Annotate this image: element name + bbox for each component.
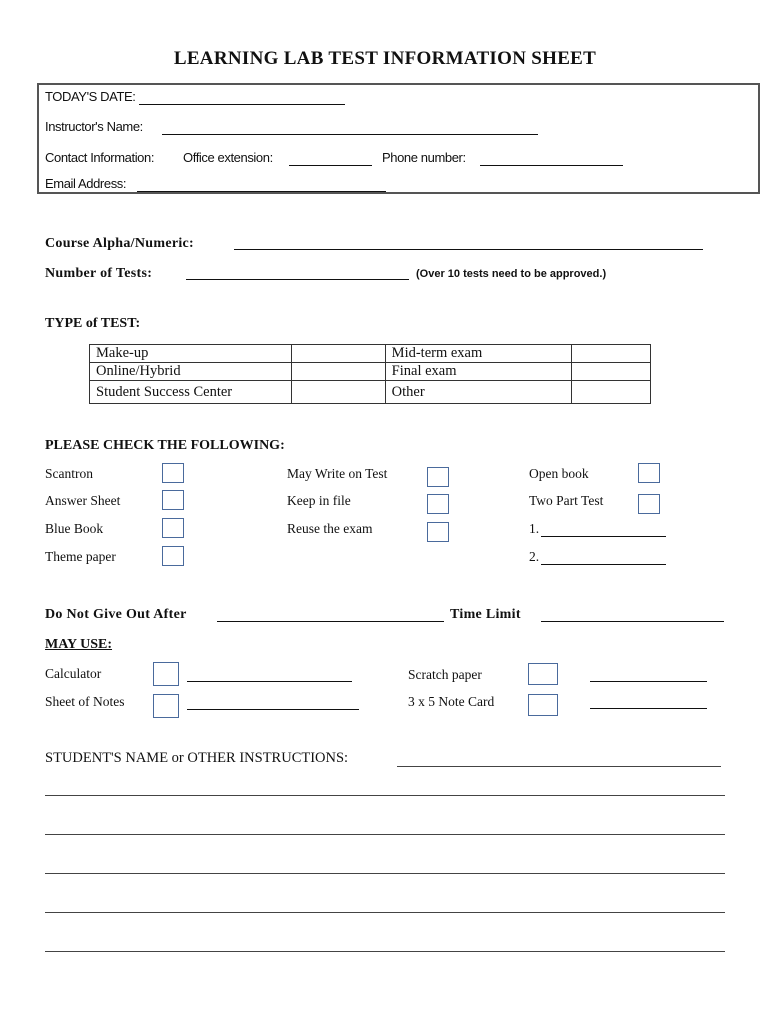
- sheet-of-notes-field[interactable]: [187, 709, 359, 710]
- test-type-label: Mid-term exam: [385, 345, 571, 363]
- scratch-paper-field[interactable]: [590, 681, 707, 682]
- checklist-label: Reuse the exam: [287, 521, 373, 536]
- calculator-field[interactable]: [187, 681, 352, 682]
- may-use-label: Sheet of Notes: [45, 694, 125, 709]
- checklist-label: Blue Book: [45, 521, 104, 536]
- checklist-label: Open book: [529, 466, 589, 481]
- checklist-label: Answer Sheet: [45, 493, 121, 508]
- email-address-field[interactable]: [137, 191, 386, 192]
- student-instructions-label: STUDENT'S NAME or OTHER INSTRUCTIONS:: [45, 750, 349, 766]
- instructor-info-box: [37, 83, 760, 194]
- time-limit-field[interactable]: [541, 621, 724, 622]
- course-alpha-field[interactable]: [234, 249, 703, 250]
- table-row: [90, 345, 651, 363]
- student-instructions-field[interactable]: [397, 766, 721, 767]
- time-limit-label: Time Limit: [450, 607, 521, 622]
- may-use-label: Calculator: [45, 666, 102, 681]
- instructions-writing-line[interactable]: [45, 834, 725, 835]
- test-type-mark-cell[interactable]: [291, 363, 385, 381]
- scantron-checkbox[interactable]: [162, 463, 184, 483]
- may-write-on-test-checkbox[interactable]: [427, 467, 449, 487]
- test-type-mark-cell[interactable]: [291, 381, 385, 404]
- instructions-writing-line[interactable]: [45, 873, 725, 874]
- todays-date-field[interactable]: [139, 104, 345, 105]
- test-type-mark-cell[interactable]: [571, 381, 650, 404]
- numbered-item-label: 2.: [529, 549, 540, 564]
- email-address-label: Email Address:: [45, 176, 127, 191]
- todays-date-label: TODAY'S DATE:: [45, 89, 136, 104]
- sheet-of-notes-checkbox[interactable]: [153, 694, 179, 718]
- page-title: LEARNING LAB TEST INFORMATION SHEET: [173, 48, 597, 69]
- instructions-writing-line[interactable]: [45, 912, 725, 913]
- course-alpha-label: Course Alpha/Numeric:: [45, 236, 195, 251]
- calculator-checkbox[interactable]: [153, 662, 179, 686]
- phone-number-field[interactable]: [480, 165, 623, 166]
- checklist-label: Keep in file: [287, 493, 351, 508]
- test-type-label: Final exam: [385, 363, 571, 381]
- keep-in-file-checkbox[interactable]: [427, 494, 449, 514]
- number-of-tests-field[interactable]: [186, 279, 409, 280]
- test-type-label: Online/Hybrid: [90, 363, 292, 381]
- scratch-paper-checkbox[interactable]: [528, 663, 558, 685]
- contact-information-label: Contact Information:: [45, 150, 155, 165]
- checklist-label: Scantron: [45, 466, 93, 481]
- test-type-label: Other: [385, 381, 571, 404]
- test-type-label: Student Success Center: [90, 381, 292, 404]
- theme-paper-checkbox[interactable]: [162, 546, 184, 566]
- numbered-item-field[interactable]: [541, 564, 666, 565]
- instructions-writing-line[interactable]: [45, 951, 725, 952]
- may-use-label: Scratch paper: [408, 667, 482, 682]
- note-card-checkbox[interactable]: [528, 694, 558, 716]
- instructions-writing-line[interactable]: [45, 795, 725, 796]
- type-of-test-heading: TYPE of TEST:: [45, 316, 141, 331]
- test-type-mark-cell[interactable]: [291, 345, 385, 363]
- reuse-exam-checkbox[interactable]: [427, 522, 449, 542]
- instructor-name-label: Instructor's Name:: [45, 119, 143, 134]
- test-type-label: Make-up: [90, 345, 292, 363]
- office-extension-field[interactable]: [289, 165, 372, 166]
- may-use-heading: MAY USE:: [45, 637, 113, 652]
- note-card-field[interactable]: [590, 708, 707, 709]
- numbered-item-label: 1.: [529, 521, 540, 536]
- open-book-checkbox[interactable]: [638, 463, 660, 483]
- table-row: [90, 381, 651, 404]
- checklist-label: Theme paper: [45, 549, 116, 564]
- office-extension-label: Office extension:: [183, 150, 273, 165]
- checklist-label: May Write on Test: [287, 466, 388, 481]
- blue-book-checkbox[interactable]: [162, 518, 184, 538]
- two-part-test-checkbox[interactable]: [638, 494, 660, 514]
- test-type-mark-cell[interactable]: [571, 363, 650, 381]
- do-not-give-out-after-label: Do Not Give Out After: [45, 607, 187, 622]
- checklist-label: Two Part Test: [529, 493, 604, 508]
- number-of-tests-note: (Over 10 tests need to be approved.): [416, 268, 607, 280]
- phone-number-label: Phone number:: [382, 150, 466, 165]
- type-of-test-table: [89, 344, 651, 404]
- test-type-mark-cell[interactable]: [571, 345, 650, 363]
- instructor-name-field[interactable]: [162, 134, 538, 135]
- may-use-label: 3 x 5 Note Card: [408, 694, 495, 709]
- check-following-heading: PLEASE CHECK THE FOLLOWING:: [45, 438, 285, 453]
- numbered-item-field[interactable]: [541, 536, 666, 537]
- number-of-tests-label: Number of Tests:: [45, 266, 153, 281]
- answer-sheet-checkbox[interactable]: [162, 490, 184, 510]
- do-not-give-out-after-field[interactable]: [217, 621, 444, 622]
- table-row: [90, 363, 651, 381]
